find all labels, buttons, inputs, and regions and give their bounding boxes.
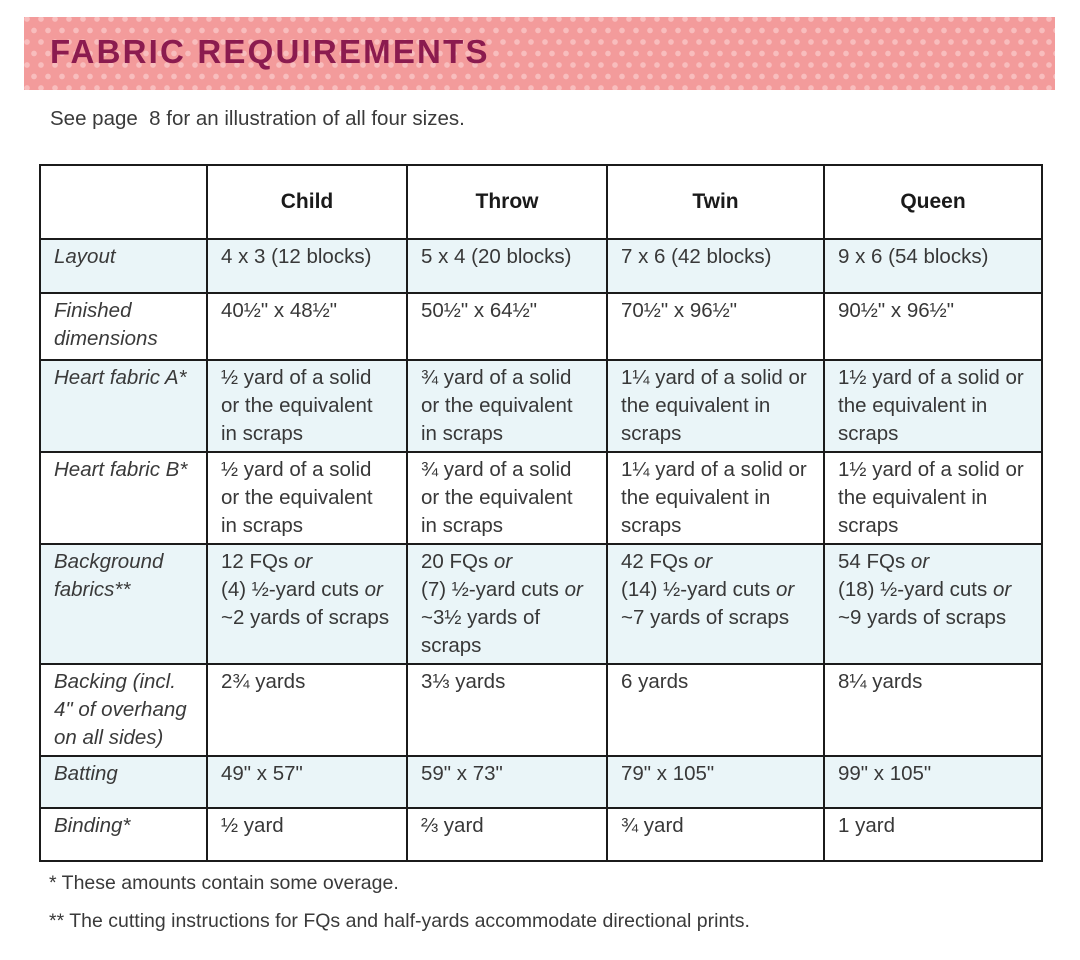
cell-twin: 1¼ yard of a solid or the equivalent in scraps [607, 452, 824, 544]
cell-queen: 1 yard [824, 808, 1042, 861]
row-label-batting: Batting [40, 756, 207, 808]
cell-twin: 7 x 6 (42 blocks) [607, 239, 824, 293]
row-label-finished-dimensions: Finished dimensions [40, 293, 207, 360]
table-row [40, 544, 1042, 664]
row-label-backing: Backing (incl. 4" of overhang on all sides) [40, 664, 207, 756]
cell-twin: 42 FQs or (14) ½-yard cuts or ~7 yards of scraps [607, 544, 824, 664]
cell-throw: 3⅓ yards [407, 664, 607, 756]
table-row [40, 664, 1042, 756]
footnote-overage: * These amounts contain some overage. [49, 872, 399, 894]
cell-queen: 90½" x 96½" [824, 293, 1042, 360]
table-row [40, 756, 1042, 808]
row-label-binding: Binding* [40, 808, 207, 861]
cell-queen: 8¼ yards [824, 664, 1042, 756]
cell-twin: ¾ yard [607, 808, 824, 861]
table-row [40, 239, 1042, 293]
column-header-queen: Queen [824, 165, 1042, 239]
cell-twin: 1¼ yard of a solid or the equivalent in scraps [607, 360, 824, 452]
cell-throw: 20 FQs or (7) ½-yard cuts or ~3½ yards of scraps [407, 544, 607, 664]
column-header-throw: Throw [407, 165, 607, 239]
row-label-layout: Layout [40, 239, 207, 293]
column-header-empty [40, 165, 207, 239]
row-label-heart-fabric-b: Heart fabric B* [40, 452, 207, 544]
column-header-child: Child [207, 165, 407, 239]
fabric-requirements-table [39, 164, 1043, 862]
cell-queen: 99" x 105" [824, 756, 1042, 808]
cell-child: ½ yard of a solid or the equivalent in scraps [207, 452, 407, 544]
page-title: FABRIC REQUIREMENTS [50, 33, 490, 70]
cell-throw: ¾ yard of a solid or the equivalent in scraps [407, 360, 607, 452]
cell-queen: 9 x 6 (54 blocks) [824, 239, 1042, 293]
cell-twin: 79" x 105" [607, 756, 824, 808]
row-label-background-fabrics: Background fabrics** [40, 544, 207, 664]
cell-throw: ⅔ yard [407, 808, 607, 861]
table-row [40, 293, 1042, 360]
cell-child: 40½" x 48½" [207, 293, 407, 360]
cell-queen: 1½ yard of a solid or the equivalent in scraps [824, 360, 1042, 452]
cell-twin: 6 yards [607, 664, 824, 756]
table-row [40, 360, 1042, 452]
row-label-heart-fabric-a: Heart fabric A* [40, 360, 207, 452]
section-header-banner [24, 17, 1055, 90]
cell-queen: 54 FQs or (18) ½-yard cuts or ~9 yards of scraps [824, 544, 1042, 664]
cell-child: 4 x 3 (12 blocks) [207, 239, 407, 293]
cell-child: ½ yard of a solid or the equivalent in scraps [207, 360, 407, 452]
cell-child: 49" x 57" [207, 756, 407, 808]
cell-queen: 1½ yard of a solid or the equivalent in scraps [824, 452, 1042, 544]
cell-child: ½ yard [207, 808, 407, 861]
cell-throw: ¾ yard of a solid or the equivalent in scraps [407, 452, 607, 544]
table-row [40, 808, 1042, 861]
table-row [40, 452, 1042, 544]
cell-throw: 5 x 4 (20 blocks) [407, 239, 607, 293]
cell-child: 12 FQs or (4) ½-yard cuts or ~2 yards of scraps [207, 544, 407, 664]
column-header-twin: Twin [607, 165, 824, 239]
cell-twin: 70½" x 96½" [607, 293, 824, 360]
cell-throw: 50½" x 64½" [407, 293, 607, 360]
footnote-directional-prints: ** The cutting instructions for FQs and half-yards accommodate directional prints. [49, 910, 750, 932]
cell-child: 2¾ yards [207, 664, 407, 756]
cell-throw: 59" x 73" [407, 756, 607, 808]
intro-text: See page 8 for an illustration of all four sizes. [50, 107, 465, 130]
table-header-row [40, 165, 1042, 239]
